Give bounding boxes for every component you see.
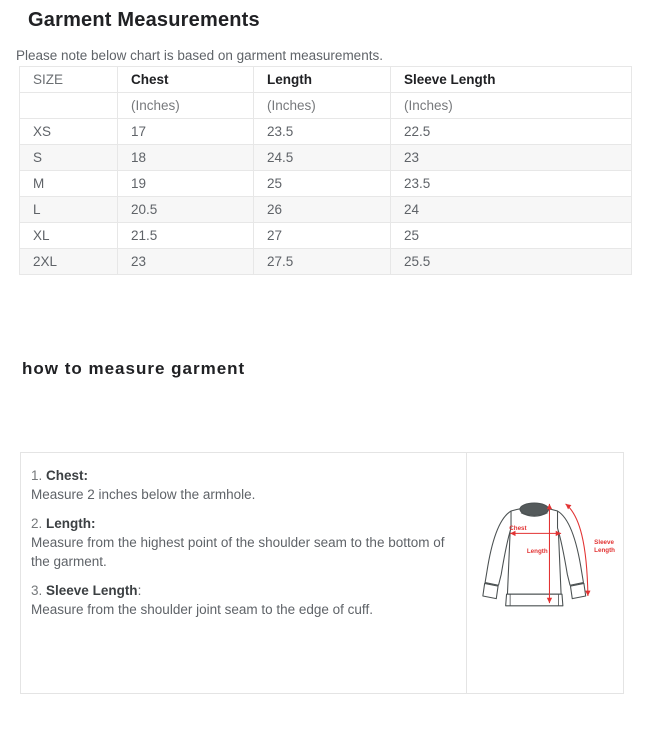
- unit-cell: (Inches): [254, 93, 391, 119]
- column-header-row: [20, 67, 632, 93]
- chest-cell: 23: [118, 249, 254, 275]
- sweater-left-sleeve: [485, 511, 511, 585]
- sweater-right-cuff: [570, 583, 585, 598]
- size-cell: M: [20, 171, 118, 197]
- size-cell: XL: [20, 223, 118, 249]
- step-item-sleeve-length: [31, 581, 446, 619]
- unit-cell: (Inches): [118, 93, 254, 119]
- size-cell: XS: [20, 119, 118, 145]
- table-row-xs: [20, 119, 632, 145]
- how-to-measure-box: [20, 452, 624, 694]
- section-heading: how to measure garment: [22, 359, 246, 378]
- sleeve-length-cell: 22.5: [391, 119, 632, 145]
- table-row-xl: [20, 223, 632, 249]
- measurement-note: Please note below chart is based on garment measurements.: [16, 48, 383, 63]
- sleeve-length-cell: 25: [391, 223, 632, 249]
- size-cell: L: [20, 197, 118, 223]
- step-label: Length:: [46, 516, 96, 531]
- step-head: [31, 466, 446, 485]
- length-cell: 24.5: [254, 145, 391, 171]
- step-head: [31, 514, 446, 533]
- step-description: Measure from the shoulder joint seam to the edge of cuff.: [31, 602, 373, 617]
- sleeve-length-cell: 24: [391, 197, 632, 223]
- step-item-length: [31, 514, 446, 571]
- sweater-hem: [506, 594, 563, 606]
- step-description: Measure 2 inches below the armhole.: [31, 487, 256, 502]
- unit-cell: [20, 93, 118, 119]
- chest-cell: 20.5: [118, 197, 254, 223]
- chest-arrow-label: Chest: [509, 524, 527, 532]
- length-arrow-label: Length: [526, 548, 548, 556]
- size-cell: 2XL: [20, 249, 118, 275]
- sleeve-length-cell: 23.5: [391, 171, 632, 197]
- step-label: Sleeve Length: [46, 583, 138, 598]
- sweater-collar: [520, 503, 549, 516]
- table-row-m: [20, 171, 632, 197]
- chest-cell: 18: [118, 145, 254, 171]
- length-cell: 26: [254, 197, 391, 223]
- chest-cell: 21.5: [118, 223, 254, 249]
- step-number: 1.: [31, 468, 43, 483]
- length-cell: 27.5: [254, 249, 391, 275]
- sleeve-arrow-label-line1: Sleeve: [594, 539, 614, 547]
- length-cell: 27: [254, 223, 391, 249]
- units-row: [20, 93, 632, 119]
- table-row-l: [20, 197, 632, 223]
- step-head: [31, 581, 446, 600]
- chest-cell: 19: [118, 171, 254, 197]
- page-title: Garment Measurements: [28, 9, 260, 31]
- col-length-header: Length: [254, 67, 391, 93]
- diagram-panel: [467, 453, 623, 693]
- sweater-left-cuff: [483, 583, 498, 598]
- unit-cell: (Inches): [391, 93, 632, 119]
- length-cell: 23.5: [254, 119, 391, 145]
- sleeve-arrow-label-line2: Length: [594, 547, 616, 555]
- step-label: Chest:: [46, 468, 89, 483]
- sweater-right-sleeve: [558, 511, 584, 585]
- length-cell: 25: [254, 171, 391, 197]
- size-chart-table: [19, 66, 632, 275]
- table-row-2xl: [20, 249, 632, 275]
- col-size-header: SIZE: [20, 67, 118, 93]
- sleeve-length-cell: 25.5: [391, 249, 632, 275]
- col-chest-header: Chest: [118, 67, 254, 93]
- sleeve-length-cell: 23: [391, 145, 632, 171]
- steps-panel: [21, 453, 467, 693]
- step-number: 3.: [31, 583, 43, 598]
- chest-cell: 17: [118, 119, 254, 145]
- col-sleeve-length-header: Sleeve Length: [391, 67, 632, 93]
- step-item-chest: [31, 466, 446, 504]
- step-description: Measure from the highest point of the shoulder seam to the bottom of the garment.: [31, 535, 445, 569]
- step-label-suffix: :: [137, 583, 142, 598]
- step-number: 2.: [31, 516, 43, 531]
- table-row-s: [20, 145, 632, 171]
- size-cell: S: [20, 145, 118, 171]
- garment-diagram: [469, 483, 621, 641]
